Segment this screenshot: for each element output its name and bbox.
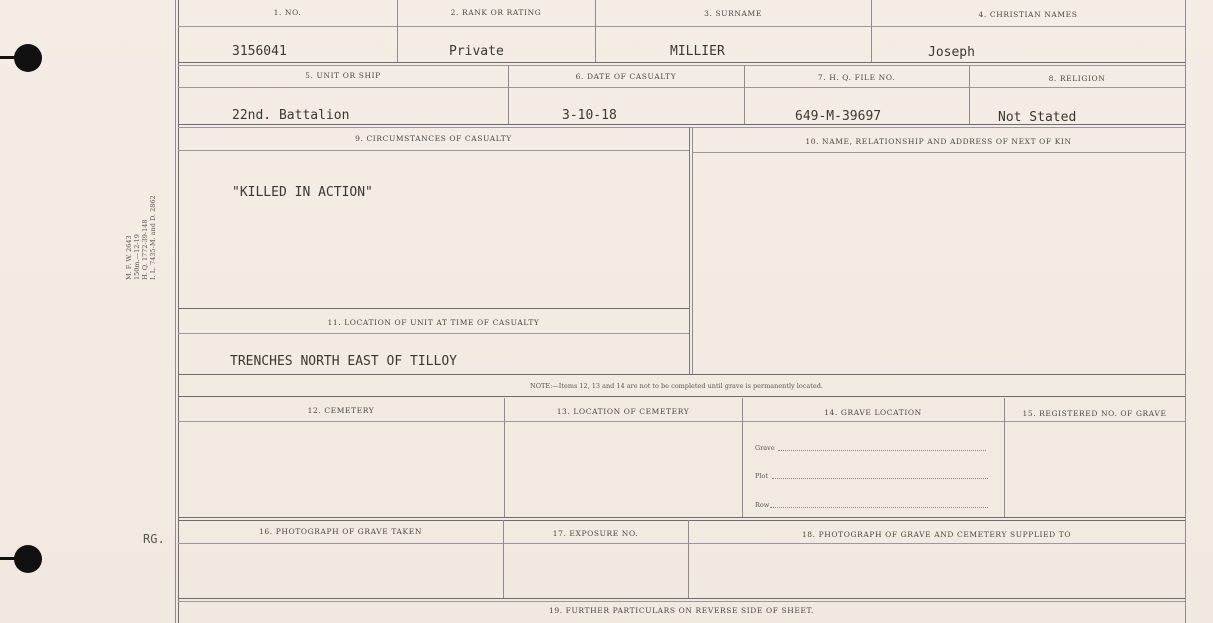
- row3-div: [689, 127, 690, 374]
- punch-hole-top: [14, 44, 42, 72]
- label-no: 1. NO.: [273, 8, 302, 17]
- side-print: [125, 195, 157, 280]
- value-rank: Private: [449, 44, 504, 59]
- grave-dots: [778, 450, 986, 451]
- label-grave-location: 14. GRAVE LOCATION: [824, 408, 922, 417]
- label-photograph-supplied: 18. PHOTOGRAPH OF GRAVE AND CEMETERY SUPPLIED TO: [801, 530, 1072, 539]
- row5-label-line: [178, 543, 1185, 544]
- punch-hole-bottom: [14, 545, 42, 573]
- label-photograph-taken: 16. PHOTOGRAPH OF GRAVE TAKEN: [259, 527, 422, 536]
- label-date-of-casualty: 6. DATE OF CASUALTY: [575, 72, 677, 81]
- row3-bottom: [178, 374, 1185, 375]
- side-print-line1: M. F. W. 2643: [125, 235, 133, 280]
- side-print-line3: H. Q. 1772-39-148: [141, 219, 149, 280]
- row4-bottom: [178, 517, 1185, 518]
- row-label: Row: [755, 501, 770, 509]
- side-print-line2: 150m.—12-19: [133, 234, 141, 280]
- label-unit: 5. UNIT OR SHIP: [305, 71, 381, 80]
- label-surname: 3. SURNAME: [704, 9, 762, 18]
- value-christian-names: Joseph: [928, 45, 975, 60]
- note: NOTE:—Items 12, 13 and 14 are not to be completed until grave is permanently located.: [530, 382, 823, 390]
- label-circumstances: 9. CIRCUMSTANCES OF CASUALTY: [355, 134, 512, 143]
- label-hq-file: 7. H. Q. FILE NO.: [817, 73, 896, 82]
- label-registered-no: 15. REGISTERED NO. OF GRAVE: [1022, 409, 1167, 418]
- plot-label: Plot: [755, 472, 768, 480]
- label-exposure-no: 17. EXPOSURE NO.: [552, 529, 639, 538]
- row5-top: [178, 520, 1185, 521]
- value-service-no: 3156041: [232, 44, 287, 59]
- kin-label-line: [692, 152, 1185, 153]
- value-surname: MILLIER: [670, 44, 725, 59]
- plot-dots: [772, 478, 988, 479]
- row3-div-b: [692, 127, 693, 374]
- left-border-inner: [175, 0, 176, 623]
- label-further-particulars: 19. FURTHER PARTICULARS ON REVERSE SIDE OF SHEET.: [548, 606, 815, 615]
- row4-top: [178, 396, 1185, 397]
- label-location-of-unit: 11. LOCATION OF UNIT AT TIME OF CASUALTY: [327, 318, 540, 327]
- circ-label-line: [178, 150, 689, 151]
- label-religion: 8. RELIGION: [1048, 74, 1106, 83]
- label-next-of-kin: 10. NAME, RELATIONSHIP AND ADDRESS OF NEXT OF KIN: [805, 137, 1072, 146]
- side-print-line4: I. L. 7435-M. and D. 2862: [149, 195, 157, 280]
- value-hq-file: 649-M-39697: [795, 109, 882, 124]
- value-religion: Not Stated: [998, 110, 1077, 125]
- label-christian-names: 4. CHRISTIAN NAMES: [978, 10, 1078, 19]
- row1-bottom2: [178, 65, 1185, 66]
- row5-bottom: [178, 598, 1185, 599]
- row-dots: [770, 507, 988, 508]
- row2-bottom2: [178, 127, 1185, 128]
- grave-label: Grave: [755, 444, 775, 452]
- label-location-of-cemetery: 13. LOCATION OF CEMETERY: [556, 407, 690, 416]
- row1-bottom: [178, 62, 1185, 63]
- value-date-of-casualty: 3-10-18: [562, 108, 617, 123]
- right-border: [1185, 0, 1186, 623]
- margin-note: RG.: [143, 532, 165, 546]
- value-circumstances: "KILLED IN ACTION": [232, 185, 373, 200]
- label-rank: 2. RANK OR RATING: [450, 8, 542, 17]
- row2-label-line: [178, 87, 1185, 88]
- loc-top: [178, 308, 689, 309]
- footer-line: [178, 601, 1185, 602]
- value-unit: 22nd. Battalion: [232, 108, 350, 123]
- row1-label-line: [178, 26, 1185, 27]
- loc-label-line: [178, 333, 689, 334]
- value-location-of-unit: TRENCHES NORTH EAST OF TILLOY: [230, 354, 457, 369]
- label-cemetery: 12. CEMETERY: [307, 406, 375, 415]
- row4-label-line: [178, 421, 1185, 422]
